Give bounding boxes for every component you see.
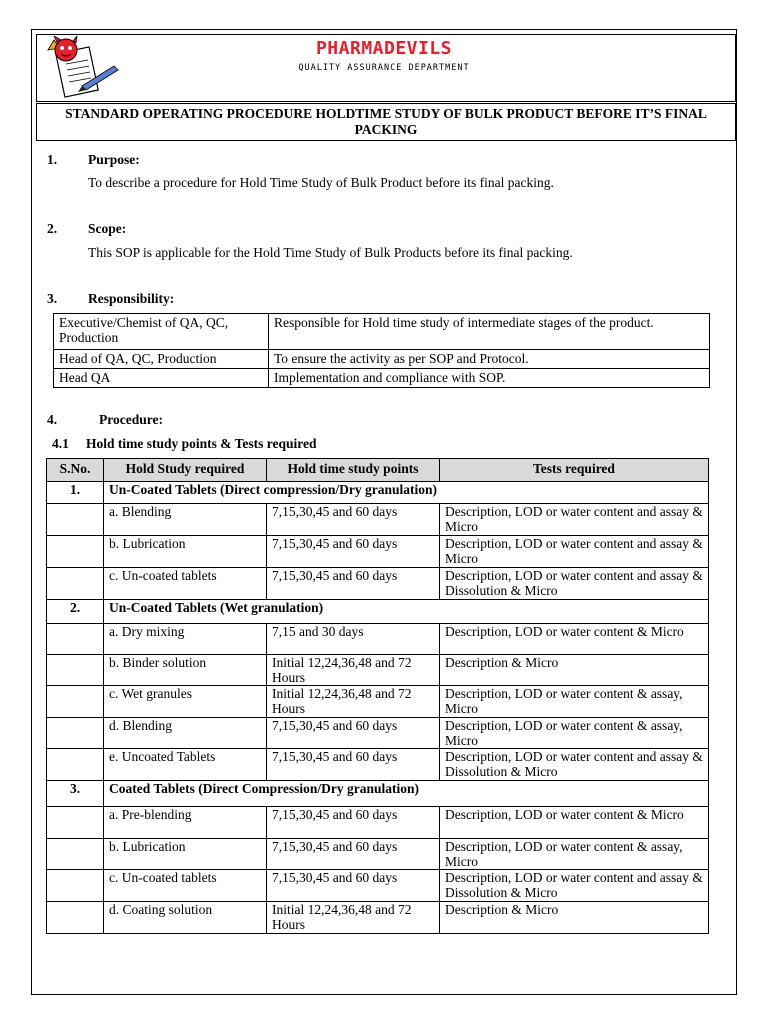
tests-cell: Description, LOD or water content and assay & Dissolution & Micro xyxy=(440,870,709,902)
table-row xyxy=(54,314,710,350)
purpose-number: 1. xyxy=(47,152,58,167)
tests-cell: Description & Micro xyxy=(440,655,709,686)
tests-cell: Description & Micro xyxy=(440,902,709,934)
responsibility-number: 3. xyxy=(47,291,58,306)
brand-name: PHARMADEVILS xyxy=(315,38,453,59)
stage-cell: d. Blending xyxy=(104,718,267,749)
stage-cell: d. Coating solution xyxy=(104,902,267,934)
purpose-heading: Purpose: xyxy=(88,152,140,167)
points-cell: 7,15,30,45 and 60 days xyxy=(267,568,440,600)
points-cell: Initial 12,24,36,48 and 72 Hours xyxy=(267,902,440,934)
group-sno: 1. xyxy=(47,482,104,504)
table-row xyxy=(47,718,709,749)
stage-cell: b. Binder solution xyxy=(104,655,267,686)
group-sno: 2. xyxy=(47,600,104,624)
table-row xyxy=(47,536,709,568)
tests-cell: Description, LOD or water content and assay & Dissolution & Micro xyxy=(440,568,709,600)
tests-cell: Description, LOD or water content and assay & Dissolution & Micro xyxy=(440,749,709,781)
table-row xyxy=(47,504,709,536)
group-row xyxy=(47,482,709,504)
responsibility-duty: Implementation and compliance with SOP. xyxy=(269,369,710,388)
department-name: QUALITY ASSURANCE DEPARTMENT xyxy=(298,63,470,73)
purpose-text: To describe a procedure for Hold Time Study of Bulk Product before its final packing. xyxy=(88,175,554,190)
subsection-number: 4.1 xyxy=(52,436,69,451)
tests-cell: Description, LOD or water content & Micro xyxy=(440,624,709,655)
points-cell: Initial 12,24,36,48 and 72 Hours xyxy=(267,686,440,718)
points-cell: 7,15,30,45 and 60 days xyxy=(267,718,440,749)
points-cell: 7,15 and 30 days xyxy=(267,624,440,655)
tests-cell: Description, LOD or water content and assay & Micro xyxy=(440,536,709,568)
header-time-points: Hold time study points xyxy=(267,459,440,482)
table-row xyxy=(47,624,709,655)
group-row xyxy=(47,600,709,624)
table-row xyxy=(47,902,709,934)
tests-cell: Description, LOD or water content and assay & Micro xyxy=(440,504,709,536)
points-cell: 7,15,30,45 and 60 days xyxy=(267,504,440,536)
group-title: Un-Coated Tablets (Wet granulation) xyxy=(104,600,709,624)
table-row xyxy=(47,568,709,600)
responsibility-duty: To ensure the activity as per SOP and Protocol. xyxy=(269,350,710,369)
stage-cell: b. Lubrication xyxy=(104,536,267,568)
document-title: STANDARD OPERATING PROCEDURE HOLDTIME STUDY OF BULK PRODUCT BEFORE IT’S FINAL PACKING xyxy=(36,103,736,141)
stage-cell: a. Blending xyxy=(104,504,267,536)
stage-cell: e. Uncoated Tablets xyxy=(104,749,267,781)
responsibility-table xyxy=(53,313,710,388)
table-row xyxy=(54,369,710,388)
header-hold-study: Hold Study required xyxy=(104,459,267,482)
responsibility-role: Head QA xyxy=(54,369,269,388)
table-row xyxy=(47,686,709,718)
group-sno: 3. xyxy=(47,781,104,807)
points-cell: 7,15,30,45 and 60 days xyxy=(267,807,440,839)
table-row xyxy=(47,870,709,902)
points-cell: 7,15,30,45 and 60 days xyxy=(267,536,440,568)
responsibility-role: Executive/Chemist of QA, QC, Production xyxy=(54,314,269,350)
header-tests: Tests required xyxy=(440,459,709,482)
header-sno: S.No. xyxy=(47,459,104,482)
responsibility-duty: Responsible for Hold time study of intermediate stages of the product. xyxy=(269,314,710,350)
points-cell: 7,15,30,45 and 60 days xyxy=(267,839,440,870)
scope-text: This SOP is applicable for the Hold Time Study of Bulk Products before its final packing. xyxy=(88,245,573,260)
table-row xyxy=(47,655,709,686)
tests-cell: Description, LOD or water content & assay, Micro xyxy=(440,718,709,749)
points-cell: 7,15,30,45 and 60 days xyxy=(267,870,440,902)
stage-cell: c. Un-coated tablets xyxy=(104,568,267,600)
table-row xyxy=(47,749,709,781)
stage-cell: c. Un-coated tablets xyxy=(104,870,267,902)
procedure-heading: Procedure: xyxy=(99,412,163,427)
group-row xyxy=(47,781,709,807)
stage-cell: a. Dry mixing xyxy=(104,624,267,655)
table-row xyxy=(47,839,709,870)
procedure-number: 4. xyxy=(47,412,58,427)
table-row xyxy=(47,807,709,839)
responsibility-role: Head of QA, QC, Production xyxy=(54,350,269,369)
scope-heading: Scope: xyxy=(88,221,127,236)
points-cell: Initial 12,24,36,48 and 72 Hours xyxy=(267,655,440,686)
group-title: Un-Coated Tablets (Direct compression/Dry granulation) xyxy=(104,482,709,504)
tests-cell: Description, LOD or water content & Micro xyxy=(440,807,709,839)
scope-number: 2. xyxy=(47,221,58,236)
stage-cell: c. Wet granules xyxy=(104,686,267,718)
tests-cell: Description, LOD or water content & assay, Micro xyxy=(440,839,709,870)
table-header-row xyxy=(47,459,709,482)
responsibility-heading: Responsibility: xyxy=(88,291,175,306)
points-cell: 7,15,30,45 and 60 days xyxy=(267,749,440,781)
stage-cell: a. Pre-blending xyxy=(104,807,267,839)
subsection-heading: Hold time study points & Tests required xyxy=(86,436,317,451)
hold-time-table xyxy=(46,458,709,934)
table-row xyxy=(54,350,710,369)
stage-cell: b. Lubrication xyxy=(104,839,267,870)
group-title: Coated Tablets (Direct Compression/Dry granulation) xyxy=(104,781,709,807)
tests-cell: Description, LOD or water content & assay, Micro xyxy=(440,686,709,718)
